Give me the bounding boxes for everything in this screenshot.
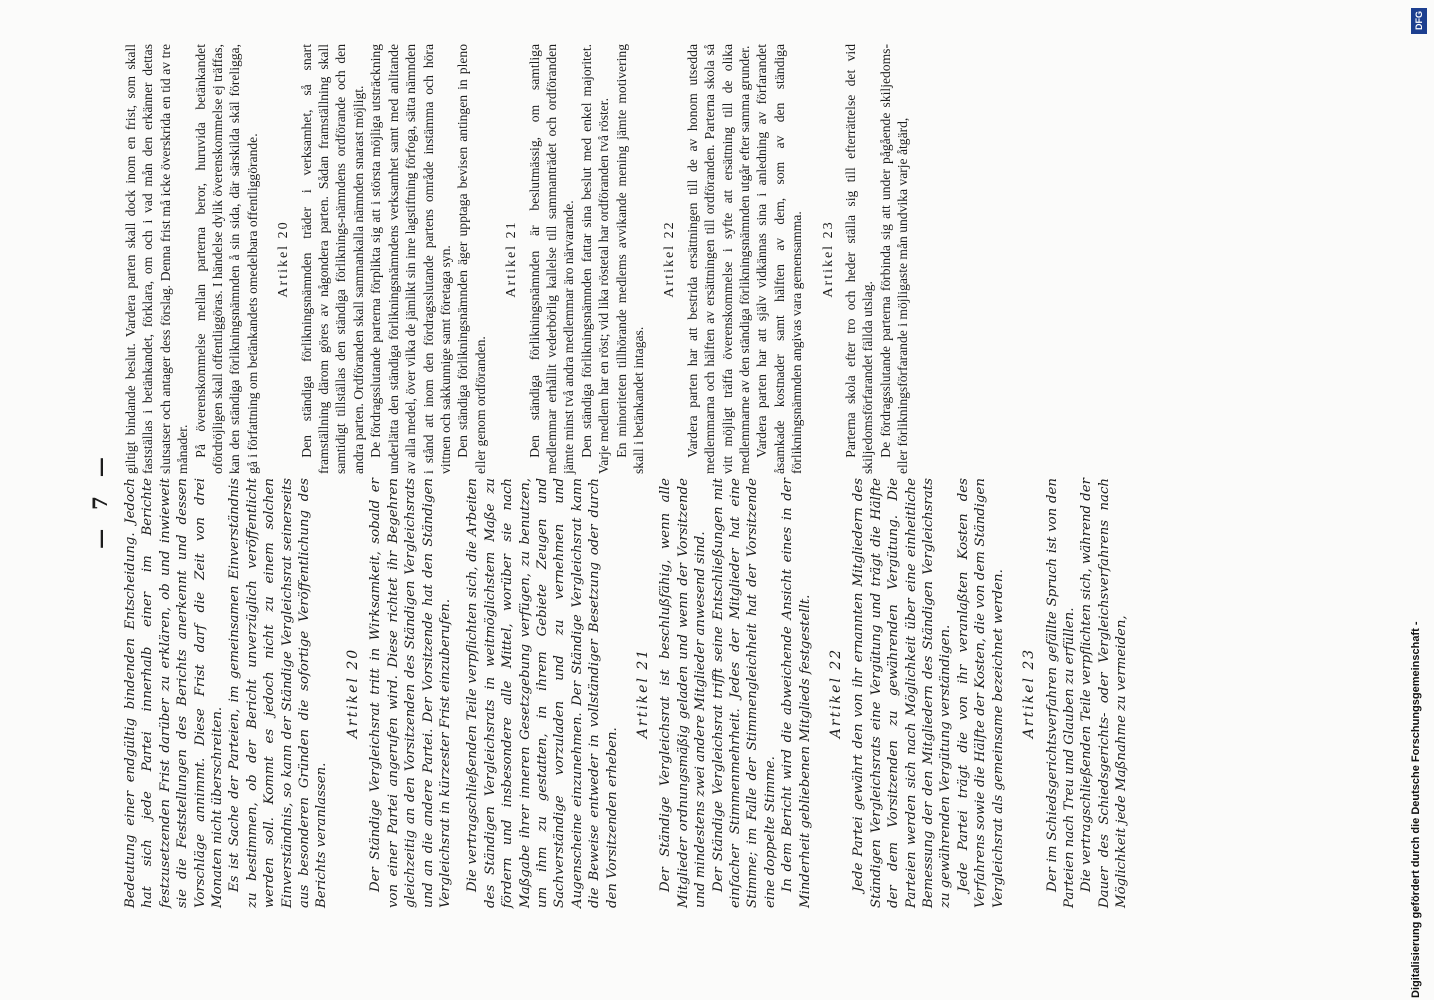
paragraph: Den ständiga förlikningsnämnden fattar sina beslut med enkel majoritet. Varje medlem har en röst; vid lika röstetal har ordföranden två röster.: [578, 44, 612, 474]
german-column: [122, 478, 1131, 908]
paragraph: Vardera parten har att själv vidkännas sina i anledning av förfarandet åsamkade kostnader samt hälften av dem, som av den ständiga förlikningsnämnden angivas vara gemensamma.: [754, 44, 805, 474]
paragraph: giltigt bindande beslut. Vardera parten skall dock inom en frist, som skall fastställas i betänkandet, förklara, om och i vad mån den erkänner dettas slutsatser och antager dess förslag. Denna frist må icke överskrida en tid av tre månader.: [123, 44, 191, 474]
paragraph: De fördragsslutande parterna förbinda sig att under pågående skiljedoms- eller förlikningsförfarande i möjligaste mån undvika varje åtgärd,: [877, 44, 911, 474]
paragraph: In dem Bericht wird die abweichende Ansicht eines in der Minderheit gebliebenen Mitglieds festgestellt.: [780, 478, 813, 908]
article-heading: Artikel 22: [662, 220, 678, 298]
article-heading: Artikel 20: [276, 220, 292, 298]
paragraph: Jede Partei trägt die von ihr veranlaßten Kosten des Verfahrens sowie die Hälfte der Kosten, die von dem Ständigen Vergleichsrat als gemeinsame bezeichnet werden.: [955, 478, 1006, 908]
swedish-column: [122, 44, 912, 474]
page-number: — 7 —: [88, 451, 112, 549]
paragraph: Die vertragschließenden Teile verpflichten sich, während der Dauer des Schiedsgerichts- oder Vergleichsverfahrens nach Möglichkeit jede Maßnahme zu vermeiden,: [1079, 478, 1130, 908]
paragraph: Der Ständige Vergleichsrat trifft seine Entschließungen mit einfacher Stimmenmehrheit. Jedes der Mitglieder hat eine Stimme; im Falle der Stimmengleichheit hat der Vorsitzende eine doppelte Stimme.: [710, 478, 778, 908]
paragraph: Den ständiga förlikningsnämnden är beslutmässig, om samtliga medlemmar erhållit vederbörlig kallelse till sammanträdet och ordföranden jämte minst två andra medlemmar äro närvarande.: [526, 44, 577, 474]
paragraph: De fördragsslutande parterna förplikta sig att i största möjliga utsträckning underlätta den ständiga förlikningsnämndens verksamhet samt med anlitande av alla medel, över vilka de jämlikt sin inre lagstiftning förfoga, sätta nämnden i stånd att inom den fördragsslutande partens område instämma och höra vittnen och sakkunnige samt företaga syn.: [368, 44, 453, 474]
credit-text: Digitalisierung gefördert durch die Deutsche Forschungsgemeinschaft -: [1410, 621, 1422, 998]
paragraph: Parterna skola efter tro och heder ställa sig till efterrättelse det vid skiljedomsförfarandet fällda utslag.: [843, 44, 876, 474]
paragraph: Bedeutung einer endgültig bindenden Entscheidung. Jedoch hat sich jede Partei innerhalb einer im Berichte festzusetzenden Frist darüber zu erklären, ob und inwieweit sie die Feststellungen des Berichts anerkennt und dessen Vorschläge annimmt. Diese Frist darf die Zeit von drei Monaten nicht überschreiten.: [123, 478, 226, 908]
dfg-logo: DFG: [1411, 8, 1427, 34]
paragraph: En minoriteten tillhörande medlems avvikande mening jämte motivering skall i betänkandet intagas.: [613, 44, 646, 474]
paragraph: Es ist Sache der Parteien, im gemeinsamen Einverständnis zu bestimmen, ob der Bericht unverzüglich veröffentlicht werden soll. Kommt es jedoch nicht zu einem solchen Einverständnis, so kann der Ständige Vergleichsrat seinerseits aus besonderen Gründen die sofortige Veröffentlichung des Berichts veranlassen.: [227, 478, 330, 908]
paragraph: Der Ständige Vergleichsrat tritt in Wirksamkeit, sobald er von einer Partei angerufen wird. Diese richtet ihr Begehren gleichzeitig an den Vorsitzenden des Ständigen Vergleichsrats und an die andere Partei. Der Vorsitzende hat den Ständigen Vergleichsrat in kürzester Frist einzuberufen.: [368, 478, 453, 908]
paragraph: Jede Partei gewährt den von ihr ernannten Mitgliedern des Ständigen Vergleichsrats eine Vergütung und trägt die Hälfte der dem Vorsitzenden zu gewährenden Vergütung. Die Parteien werden sich nach Möglichkeit über eine einheitliche Bemessung der den Mitgliedern des Ständigen Vergleichsrats zu gewährenden Vergütung verständigen.: [851, 478, 954, 908]
article-heading: Artikel 21: [504, 220, 520, 298]
article-heading: Artikel 21: [634, 647, 651, 739]
paragraph: Der im Schiedsgerichtsverfahren gefällte Spruch ist von den Parteien nach Treu und Glauben zu erfüllen.: [1044, 478, 1077, 908]
paragraph: Den ständiga förlikningsnämnden äger upptaga bevisen antingen in pleno eller genom ordföranden.: [455, 44, 488, 474]
digitization-credit: [1404, 0, 1434, 1000]
paragraph: Vardera parten har att bestrida ersättningen till de av honom utsedda medlemmarna och hälften av ersättningen till ordföranden. Parterna skola så vitt möjligt träffa överenskommelse i syfte att ersättning till de olika medlemmarne av den ständiga förlikningsnämnden utgår efter samma grunder.: [684, 44, 752, 474]
article-heading: Artikel 23: [820, 220, 836, 298]
paragraph: Der Ständige Vergleichsrat ist beschlußfähig, wenn alle Mitglieder ordnungsmäßig geladen und wenn der Vorsitzende und mindestens zwei andere Mitglieder anwesend sind.: [658, 478, 709, 908]
article-heading: Artikel 20: [344, 647, 361, 739]
paragraph: Die vertragschließenden Teile verpflichten sich, die Arbeiten des Ständigen Vergleichsrats in weitmöglichstem Maße zu fördern und insbesondere alle Mittel, worüber sie nach Maßgabe ihrer inneren Gesetzgebung verfügen, zu benutzen, um ihm zu gestatten, in ihrem Gebiete Zeugen und Sachverständige vorzuladen und zu vernehmen und Augenscheine einzunehmen. Der Ständige Vergleichsrat kann die Beweise entweder in vollständiger Besetzung oder durch den Vorsitzenden erheben.: [465, 478, 620, 908]
article-heading: Artikel 22: [828, 647, 845, 739]
article-heading: Artikel 23: [1021, 647, 1038, 739]
paragraph: På överenskommelse mellan parterna beror, huruvida betänkandet ofördröjligen skall offentliggöras. I händelse dylik överenskommelse ej träffas, kan den ständiga förlikningsnämnden å sin sida, där särskilda skäl föreligga, gå i författning om betänkandets omedelbara offentliggörande.: [192, 44, 260, 474]
paragraph: Den ständiga förlikningsnämnden träder i verksamhet, så snart framställning därom göres av någondera parten. Sådan framställning skall samtidigt tillställas den ständiga förliknings-nämndens ordförande och den andra parten. Ordföranden skall sammankalla nämnden snarast möjligt.: [298, 44, 366, 474]
